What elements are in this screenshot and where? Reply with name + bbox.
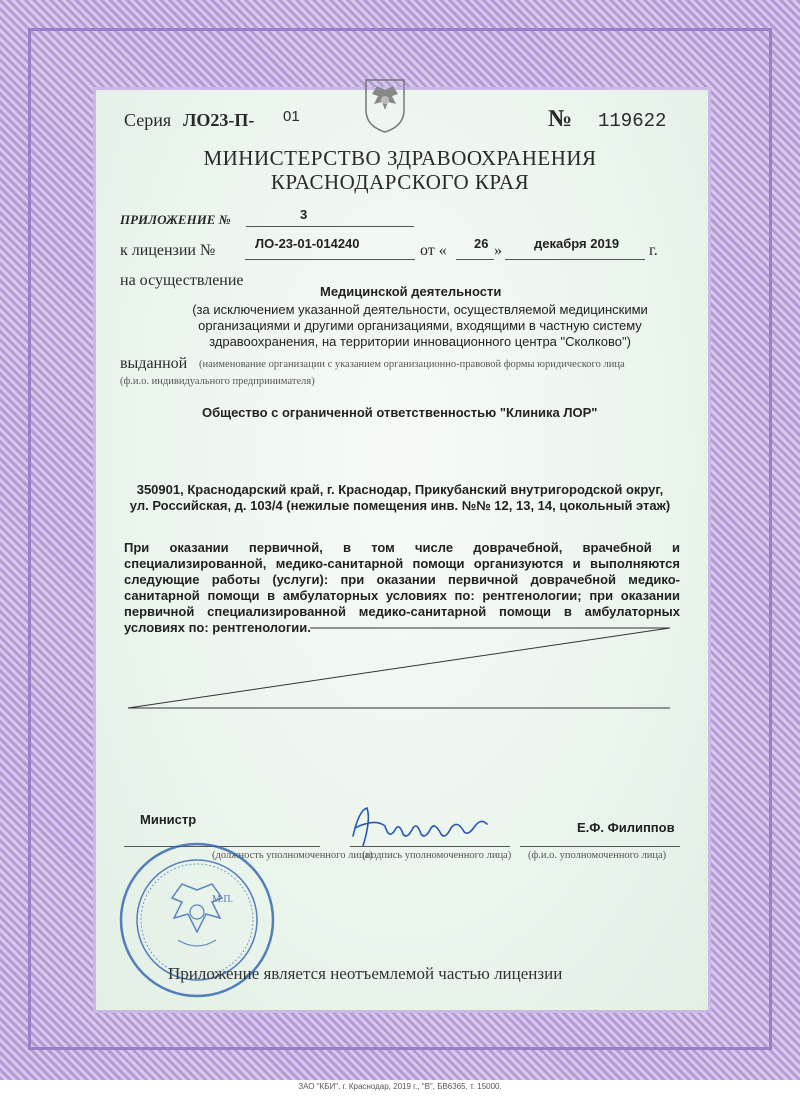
license-number: ЛО-23-01-014240: [255, 236, 360, 251]
license-underline: [245, 259, 415, 260]
license-day-underline: [456, 259, 494, 260]
license-label: к лицензии №: [120, 242, 216, 259]
activity-description-line3: здравоохранения, на территории инновационного центра "Сколково"): [209, 334, 631, 349]
activity-description: [180, 302, 660, 350]
signature-hint: (подпись уполномоченного лица): [362, 850, 512, 861]
address-block: [110, 482, 690, 514]
series-number: 01: [283, 108, 300, 125]
name-underline: [520, 846, 680, 847]
coat-of-arms-icon: [362, 76, 408, 134]
number-sign: №: [548, 106, 573, 132]
seal-letters: М.П.: [212, 894, 234, 905]
appendix-integral-note: Приложение является неотъемлемой частью лицензии: [168, 964, 563, 983]
issued-hint-organization: (наименование организации с указанием организационно-правовой формы юридического лица: [199, 359, 625, 370]
license-month-underline: [505, 259, 645, 260]
license-close-quote: »: [494, 242, 502, 259]
license-day: 26: [474, 236, 489, 251]
series-value: ЛО23-П-: [183, 110, 255, 130]
name-hint: (ф.и.о. уполномоченного лица): [528, 850, 667, 861]
activity-label: на осуществление: [120, 272, 244, 289]
activity-title: Медицинской деятельности: [320, 284, 502, 299]
appendix-number: 3: [300, 207, 308, 222]
license-month-year: декабря 2019: [534, 236, 620, 251]
signatory-name: Е.Ф. Филиппов: [577, 820, 675, 835]
issued-label: выданной: [120, 355, 188, 372]
ministry-title-line2: КРАСНОДАРСКОГО КРАЯ: [270, 170, 530, 194]
document-number: 119622: [598, 110, 667, 132]
address-line2: ул. Российская, д. 103/4 (нежилые помещения инв. №№ 12, 13, 14, цокольный этаж): [129, 498, 671, 513]
signature-underline: [350, 846, 510, 847]
signatory-position: Министр: [140, 812, 197, 827]
printer-imprint: ЗАО "КБИ", г. Краснодар, 2019 г., "В", БВ6365, т. 15000.: [298, 1082, 502, 1091]
issued-hint-entrepreneur: (ф.и.о. индивидуального предпринимателя): [120, 376, 315, 387]
blank-space-strikeout: [120, 620, 680, 715]
license-from-label: от «: [420, 242, 447, 259]
works-description: При оказании первичной, в том числе доврачебной, врачебной и специализированной, медико-санитарной помощи организуются и выполняются следующие работы (услуги): при оказании первичной доврачебной медико-санитарной помощи в амбулаторных условиях по: рентгенологии; при оказании первичной специализированной медико-санитарной помощи в амбулаторных условиях по: рентгенологии.: [124, 540, 680, 635]
activity-description-line2: организациями и другими организациями, входящими в частную систему: [198, 318, 642, 333]
ministry-title-line1: МИНИСТЕРСТВО ЗДРАВООХРАНЕНИЯ: [203, 146, 597, 170]
organization-name: Общество с ограниченной ответственностью "Клиника ЛОР": [202, 405, 598, 420]
appendix-label: ПРИЛОЖЕНИЕ №: [120, 212, 231, 227]
license-year-suffix: г.: [649, 242, 658, 259]
series-label: Серия: [124, 110, 172, 130]
activity-description-line1: (за исключением указанной деятельности, осуществляемой медицинскими: [192, 302, 648, 317]
appendix-underline: [246, 226, 414, 227]
address-line1: 350901, Краснодарский край, г. Краснодар, Прикубанский внутригородской округ,: [136, 482, 664, 497]
position-hint: (должность уполномоченного лица): [212, 850, 373, 861]
